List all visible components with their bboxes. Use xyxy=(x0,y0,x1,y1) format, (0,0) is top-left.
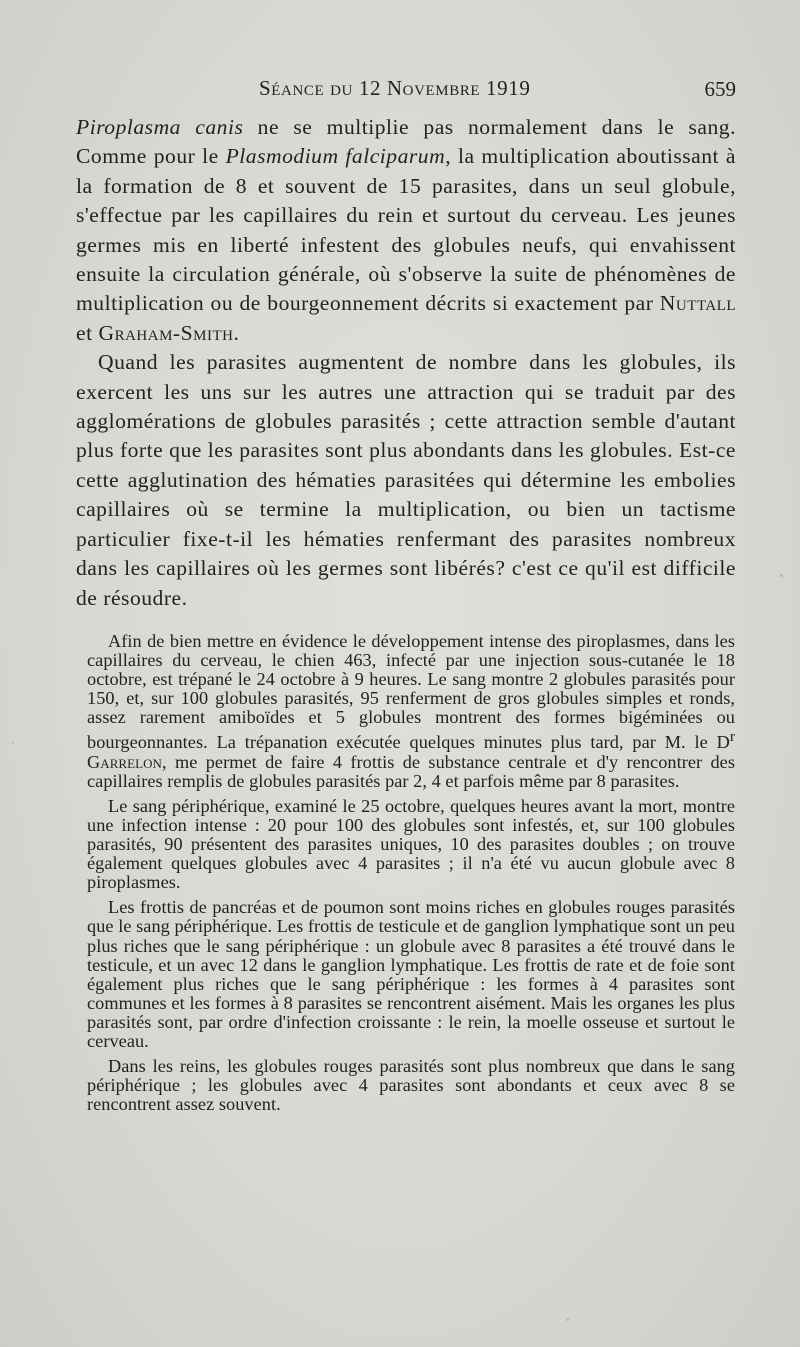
text-run: Afin de bien mettre en évidence le développement intense des piroplasmes, dans les capillaires du cerveau, le chien 463, infecté par une injection sous-cutanée le 18 octobre, est trépané le 24 octobre à 9 heures. Le sang montre 2 globules parasités pour 150, et, sur 100 globules parasités, 95 renferment de gros globules simples et ronds, assez rarement amiboïdes et 5 globules montrent des formes bigéminées ou bourgeonnantes. La trépanation exécutée quelques minutes plus tard, par M. le D xyxy=(87,631,735,753)
paragraph-trepanation xyxy=(87,632,735,791)
running-head: Séance du 12 Novembre 1919 xyxy=(259,76,531,100)
species-name: Piroplasma canis xyxy=(76,115,244,139)
paper-speck xyxy=(12,742,14,744)
page-number: 659 xyxy=(704,77,736,101)
main-text xyxy=(76,113,736,613)
author-name: Garrelon xyxy=(87,751,162,772)
author-name: Graham-Smith xyxy=(98,320,234,345)
author-name: Nuttall xyxy=(659,291,736,316)
paragraph-peripheral-blood: Le sang périphérique, examiné le 25 octobre, quelques heures avant la mort, montre une infection intense : 20 pour 100 des globules sont infestés, et, sur 100 globules parasités, 90 présentent des parasites uniques, 10 des parasites doubles ; on trouve également quelques globules avec 4 parasites ; il n'a été vu aucun globule avec 8 piroplasmes. xyxy=(87,795,735,893)
paper-speck xyxy=(780,574,783,577)
paragraph-agglutination: Quand les parasites augmentent de nombre dans les globules, ils exercent les uns sur les autres une attraction qui se traduit par des agglomérations de globules parasités ; cette attraction semble d'autant plus forte que les parasites sont plus abondants dans les globules. Est-ce cette agglutination des hématies parasitées qui détermine les embolies capillaires où se termine la multiplication, ou bien un tactisme particulier fixe-t-il les hématies renfermant des parasites nombreux dans les capillaires où les germes sont libérés? c'est ce qu'il est difficile de résoudre. xyxy=(76,350,736,610)
species-name: Plasmodium falciparum xyxy=(225,144,446,169)
paragraph-organ-smears: Les frottis de pancréas et de poumon sont moins riches en globules rouges parasités que le sang périphérique. Les frottis de testicule et de ganglion lymphatique sont un peu plus riches que le sang périphérique : un globule avec 8 parasites a été trouvé dans le testicule, et un avec 12 dans le ganglion lymphatique. Les frottis de rate et de foie sont également plus riches que le sang périphérique : les formes à 4 parasites sont communes et les formes à 8 parasites se rencontrent aisément. Mais les organes les plus parasités sont, par ordre d'infection croissante : le rein, la moelle osseuse et surtout le cerveau. xyxy=(87,897,735,1051)
text-run: ne se multiplie pas normalement dans le sang. Comme pour le xyxy=(76,115,736,169)
text-run: . xyxy=(233,320,240,345)
superscript: r xyxy=(729,728,735,746)
text-run: et xyxy=(76,320,99,345)
small-print-text xyxy=(87,632,735,1114)
text-run: , la multiplication aboutissant à la formation de 8 et souvent de 15 parasites, dans un seul globule, s'effectue par les capillaires du rein et surtout du cerveau. Les jeunes germes mis en liberté infestent des globules neufs, qui envahissent ensuite la circulation générale, où s'observe la suite de phénomènes de multiplication ou de bourgeonnement décrits si exactement par xyxy=(76,144,736,316)
paper-speck xyxy=(566,1318,569,1321)
text-run: , me permet de faire 4 frottis de substance centrale et d'y rencontrer des capillaires remplis de globules parasités par 2, 4 et parfois même par 8 parasites. xyxy=(87,751,735,791)
page-header xyxy=(76,76,738,106)
paragraph-kidneys: Dans les reins, les globules rouges parasités sont plus nombreux que dans le sang périphérique ; les globules avec 4 parasites sont abondants et ceux avec 8 se rencontrent assez souvent. xyxy=(87,1056,735,1115)
paragraph-piroplasma xyxy=(76,113,736,348)
